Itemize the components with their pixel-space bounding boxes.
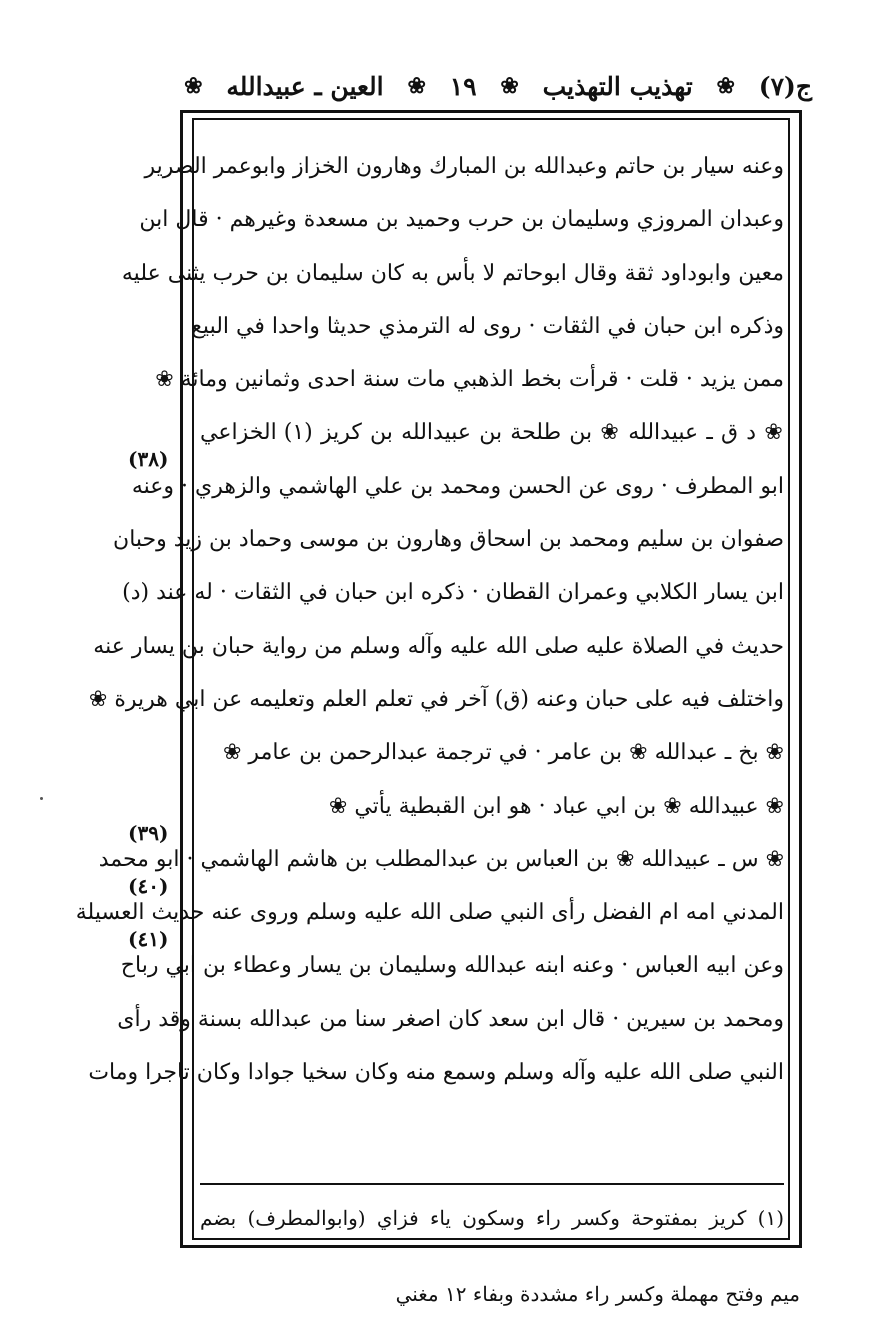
text-line: معين وابوداود ثقة وقال ابوحاتم لا بأس به كان سليمان بن حرب يثنى عليه xyxy=(121,260,784,286)
entry-number-40: (٤٠) xyxy=(128,874,169,898)
stray-mark xyxy=(40,797,43,800)
text-line: صفوان بن سليم ومحمد بن اسحاق وهارون بن موسى وحماد بن زيد وحبان xyxy=(113,527,784,553)
text-line: وعبدان المروزي وسليمان بن حرب وحميد بن مسعدة وغيرهم · قال ابن xyxy=(139,207,784,233)
ornament-icon: ❀ xyxy=(184,73,203,99)
entry-number-39: (٣٩) xyxy=(128,821,169,845)
entry-heading-line: ❀ عبيدالله ❀ بن ابي عباد · هو ابن القبطية يأتي ❀ xyxy=(328,793,784,819)
text-line: النبي صلى الله عليه وآله وسلم وسمع منه وكان سخيا جوادا وكان تاجرا ومات xyxy=(88,1060,784,1086)
footnote-divider xyxy=(200,1183,784,1185)
entry-heading-line: ❀ س ـ عبيدالله ❀ بن العباس بن عبدالمطلب بن هاشم الهاشمي · ابو محمد xyxy=(98,846,784,872)
ornament-icon: ❀ xyxy=(716,73,735,99)
text-line: ابن يسار الكلابي وعمران القطان · ذكره ابن حبان في الثقات · له عند (د) xyxy=(122,580,784,606)
text-line: ممن يزيد · قلت · قرأت بخط الذهبي مات سنة احدى وثمانين ومائة ❀ xyxy=(155,367,784,393)
page-header xyxy=(180,62,812,110)
page-number: ١٩ xyxy=(449,71,477,101)
text-line: واختلف فيه على حبان وعنه (ق) آخر في تعلم العلم وتعليمه عن ابي هريرة ❀ xyxy=(88,686,784,712)
text-line: وعن ابيه العباس · وعنه ابنه عبدالله وسليمان بن يسار وعطاء بن ابي رباح xyxy=(120,953,784,979)
text-line: وعنه سيار بن حاتم وعبدالله بن المبارك وهارون الخزاز وابوعمر الضرير xyxy=(144,154,784,179)
text-line: المدني امه ام الفضل رأى النبي صلى الله عليه وسلم وروى عنه حديث العسيلة xyxy=(75,900,784,926)
text-line: ابو المطرف · روى عن الحسن ومحمد بن علي الهاشمي والزهري · وعنه xyxy=(131,473,784,499)
ornament-icon: ❀ xyxy=(407,73,426,99)
text-line: ومحمد بن سيرين · قال ابن سعد كان اصغر سنا من عبدالله بسنة وقد رأى xyxy=(117,1006,784,1032)
ornament-icon: ❀ xyxy=(500,73,519,99)
entry-heading-line: ❀ بخ ـ عبدالله ❀ بن عامر · في ترجمة عبدالرحمن بن عامر ❀ xyxy=(223,740,784,766)
volume-number: ج(٧) xyxy=(758,71,812,101)
footnote: (١) كريز بمفتوحة وكسر راء وسكون ياء فزاي (وابوالمطرف) بضم xyxy=(200,1206,784,1230)
footnote-continuation: ميم وفتح مهملة وكسر راء مشددة وبفاء ١٢ مغني xyxy=(395,1282,800,1306)
book-title: تهذيب التهذيب xyxy=(542,71,693,101)
entry-number-38: (٣٨) xyxy=(128,447,169,471)
entry-number-41: (٤١) xyxy=(128,927,169,951)
entry-heading-line: ❀ د ق ـ عبيدالله ❀ بن طلحة بن عبيدالله بن كريز (١) الخزاعي xyxy=(200,420,784,446)
section-title: العين ـ عبيدالله xyxy=(226,71,384,101)
text-line: حديث في الصلاة عليه صلى الله عليه وآله وسلم من رواية حبان بن يسار عنه xyxy=(93,633,784,659)
text-line: وذكره ابن حبان في الثقات · روى له الترمذي حديثا واحدا في البيع xyxy=(191,313,784,339)
